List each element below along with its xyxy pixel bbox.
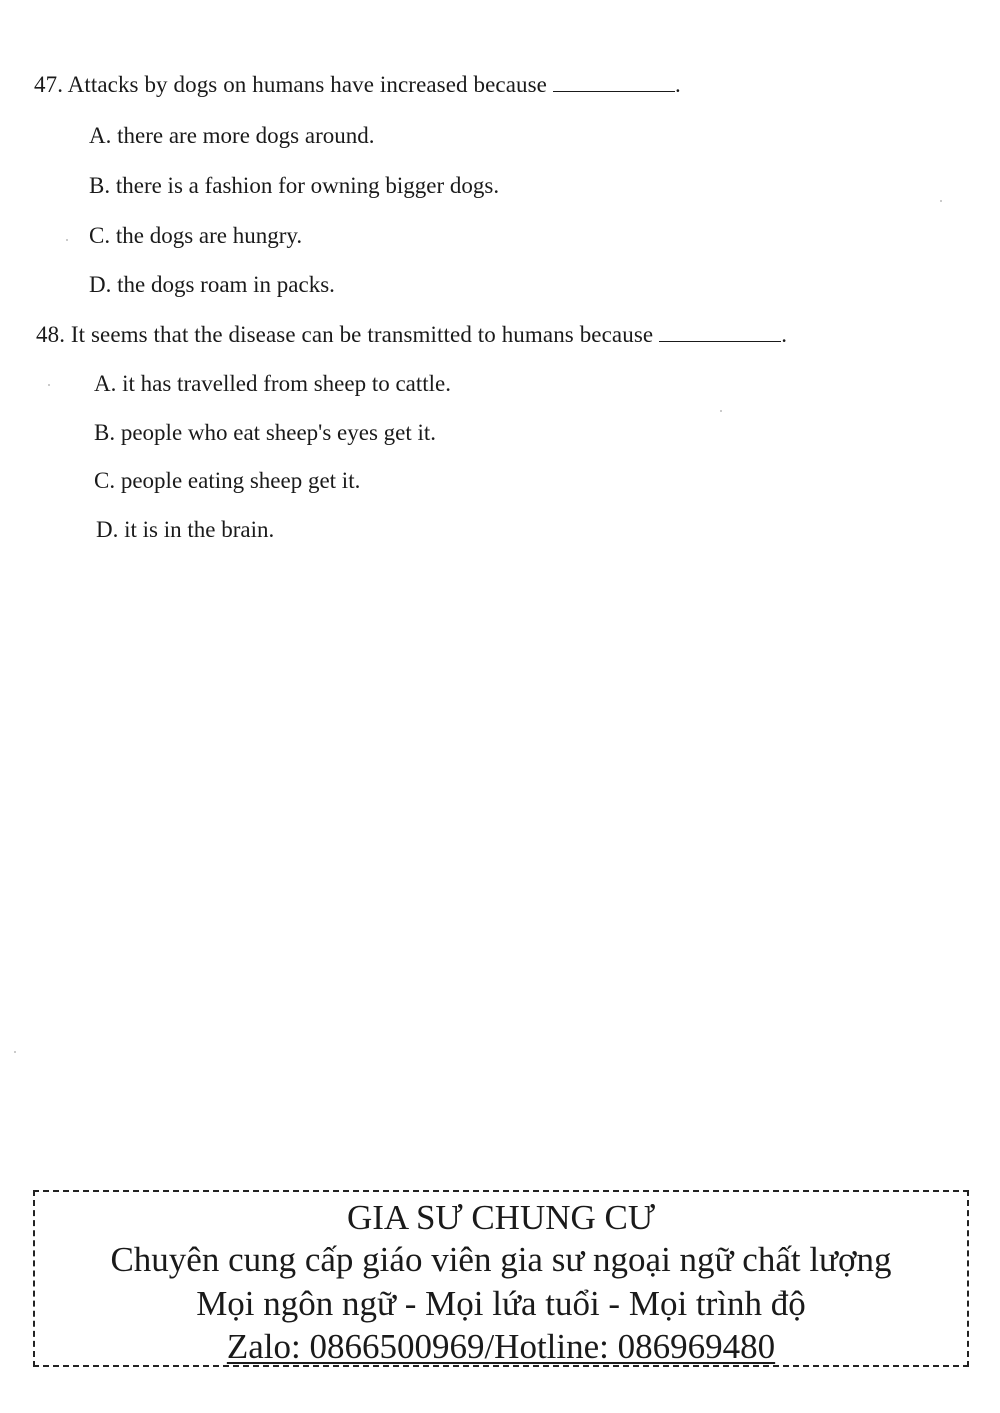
scan-speck xyxy=(720,410,722,412)
scan-speck xyxy=(66,239,68,241)
question-47-option-b: B. there is a fashion for owning bigger dogs. xyxy=(89,173,500,198)
question-48-option-d: D. it is in the brain. xyxy=(96,517,275,542)
scan-speck xyxy=(48,384,50,386)
answer-blank xyxy=(659,327,781,342)
question-48-text: 48. It seems that the disease can be transmitted to humans because xyxy=(36,322,654,347)
footer-title: GIA SƯ CHUNG CƯ xyxy=(346,1198,656,1237)
question-47-stem xyxy=(34,72,681,98)
footer-contact xyxy=(35,1327,967,1367)
question-47-text: 47. Attacks by dogs on humans have increased because xyxy=(34,72,547,97)
footer-contact-text: Zalo: 0866500969/Hotline: 086969480 xyxy=(226,1327,776,1366)
question-47-period: . xyxy=(674,72,681,97)
question-48-option-b: B. people who eat sheep's eyes get it. xyxy=(94,420,437,445)
footer-audience: Mọi ngôn ngữ - Mọi lứa tuổi - Mọi trình độ xyxy=(196,1284,806,1323)
question-48-option-c: C. people eating sheep get it. xyxy=(94,468,361,493)
question-48-option-a: A. it has travelled from sheep to cattle. xyxy=(94,371,452,396)
scan-speck xyxy=(940,200,942,202)
answer-blank xyxy=(553,77,675,92)
question-48-period: . xyxy=(781,322,788,347)
question-47-option-a: A. there are more dogs around. xyxy=(89,123,375,148)
question-47-option-c: C. the dogs are hungry. xyxy=(89,223,303,248)
footer-tagline: Chuyên cung cấp giáo viên gia sư ngoại ngữ chất lượng xyxy=(110,1240,892,1279)
question-48-stem xyxy=(36,322,787,348)
scan-speck xyxy=(14,1051,16,1053)
footer-advert-box xyxy=(33,1190,969,1367)
question-47-option-d: D. the dogs roam in packs. xyxy=(89,272,335,297)
